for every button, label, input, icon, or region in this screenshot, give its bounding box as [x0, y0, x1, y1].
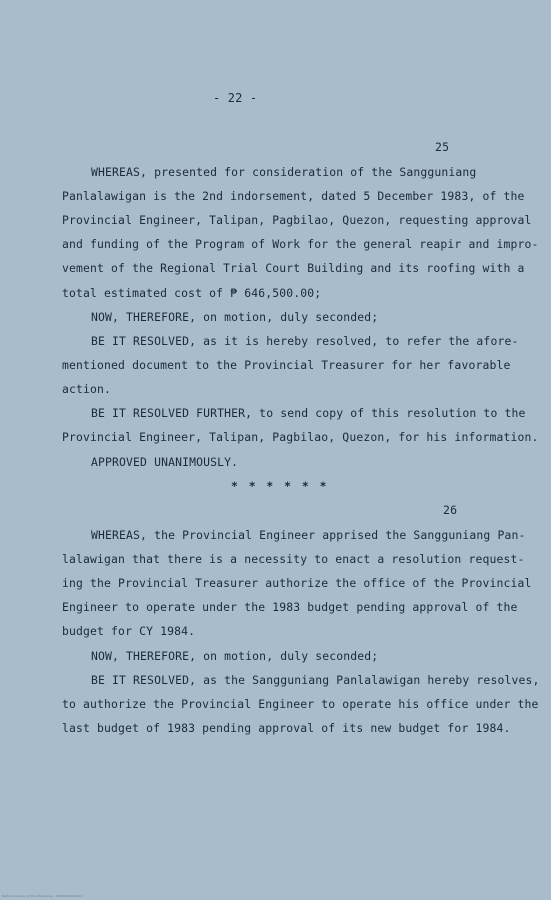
resolution-number: 25: [435, 140, 450, 154]
text-line: NOW, THEREFORE, on motion, duly seconded;: [91, 310, 379, 324]
page-number: - 22 -: [213, 91, 258, 105]
text-line: WHEREAS, the Provincial Engineer apprised the Sangguniang Pan-: [91, 528, 526, 542]
text-line: to authorize the Provincial Engineer to operate his office under the: [62, 697, 539, 711]
text-line: Engineer to operate under the 1983 budget pending approval of the: [62, 600, 518, 614]
text-line: lalawigan that there is a necessity to enact a resolution request-: [62, 552, 525, 566]
scan-footer: National Library of the Philippines · 00000000000110: [2, 894, 83, 898]
text-line: ing the Provincial Treasurer authorize the office of the Provincial: [62, 576, 532, 590]
resolution-number: 26: [443, 503, 458, 517]
text-line: Provincial Engineer, Talipan, Pagbilao, Quezon, requesting approval: [62, 213, 532, 227]
text-line: total estimated cost of ₱ 646,500.00;: [62, 286, 322, 300]
text-line: APPROVED UNANIMOUSLY.: [91, 455, 239, 469]
text-line: BE IT RESOLVED, as it is hereby resolved, to refer the afore-: [91, 334, 519, 348]
text-line: BE IT RESOLVED FURTHER, to send copy of this resolution to the: [91, 406, 526, 420]
text-line: Panlalawigan is the 2nd indorsement, dated 5 December 1983, of the: [62, 189, 525, 203]
text-line: vement of the Regional Trial Court Building and its roofing with a: [62, 261, 525, 275]
text-line: WHEREAS, presented for consideration of the Sangguniang: [91, 165, 477, 179]
separator: * * * * * *: [231, 479, 329, 493]
text-line: NOW, THEREFORE, on motion, duly seconded;: [91, 649, 379, 663]
text-line: and funding of the Program of Work for the general reapir and impro-: [62, 237, 539, 251]
text-line: Provincial Engineer, Talipan, Pagbilao, Quezon, for his information.: [62, 430, 539, 444]
text-line: last budget of 1983 pending approval of its new budget for 1984.: [62, 721, 511, 735]
text-line: action.: [62, 382, 112, 396]
text-line: mentioned document to the Provincial Treasurer for her favorable: [62, 358, 511, 372]
text-line: budget for CY 1984.: [62, 624, 196, 638]
text-line: BE IT RESOLVED, as the Sangguniang Panlalawigan hereby resolves,: [91, 673, 540, 687]
